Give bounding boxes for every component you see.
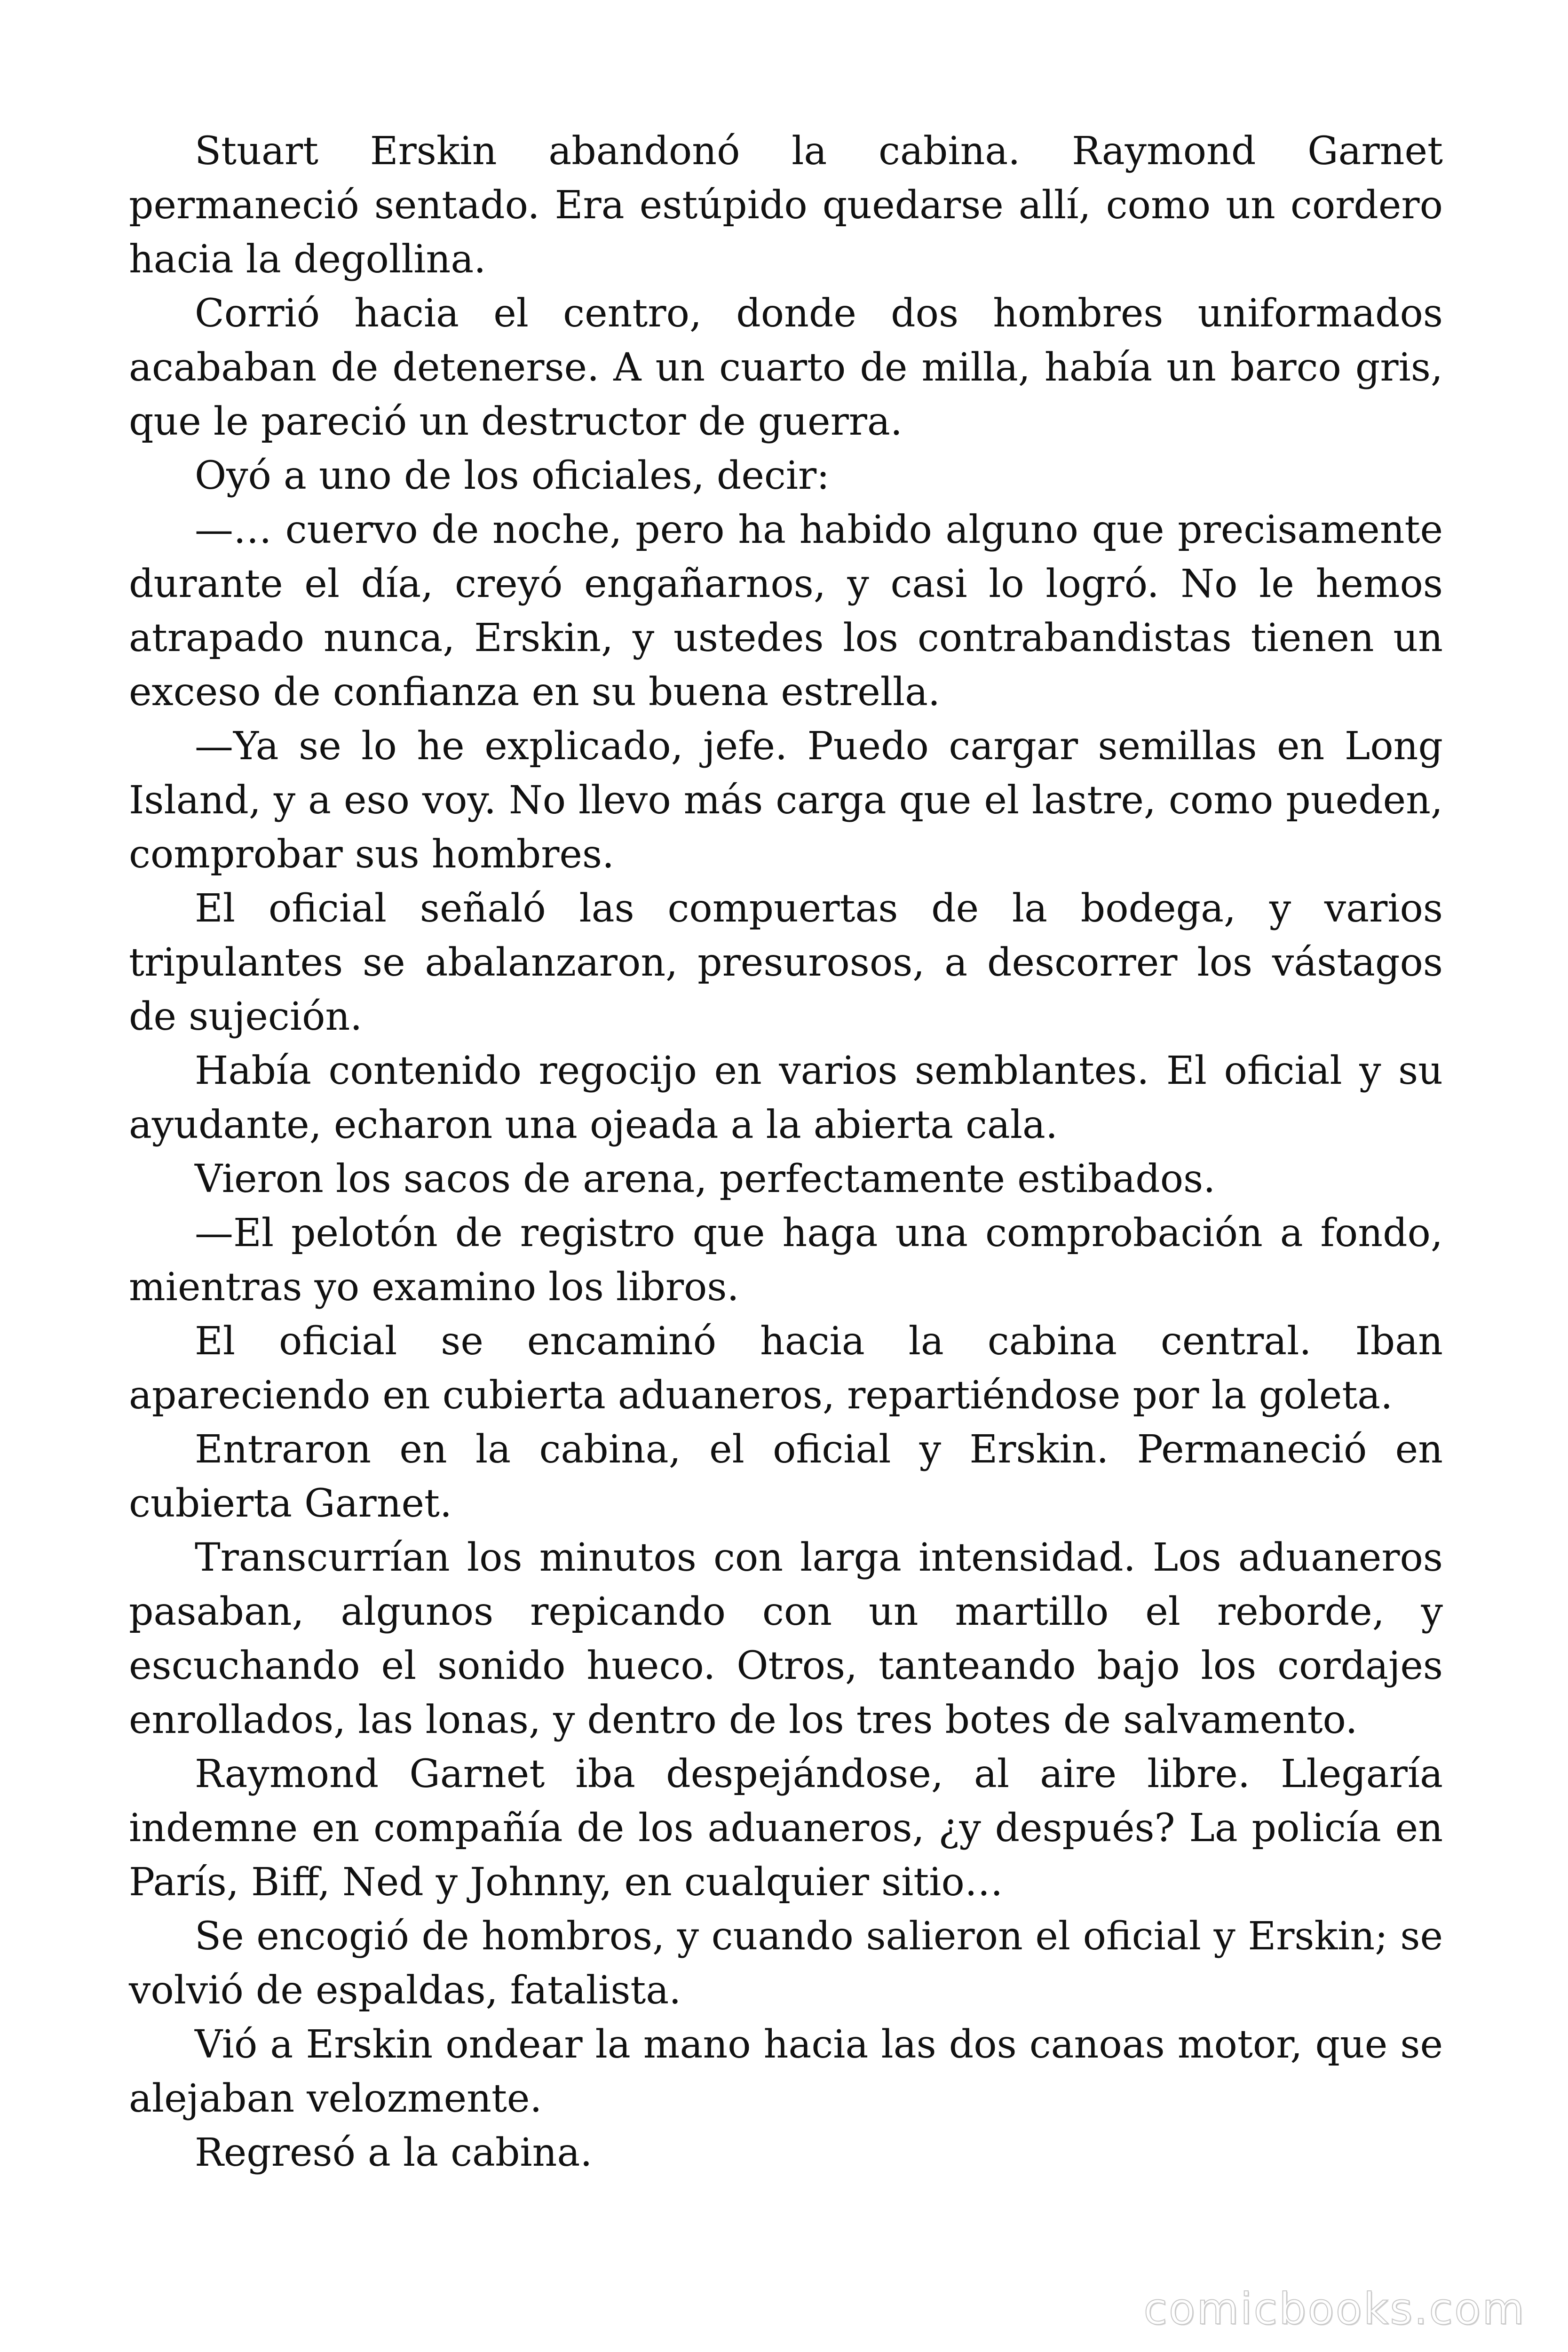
paragraph: —… cuervo de noche, pero ha habido alguno que precisamente durante el día, creyó engañarnos, y casi lo logró. No le hemos atrapado nunca, Erskin, y ustedes los contrabandistas tienen un exceso de confianza en su buena estrella. (129, 508, 1443, 715)
paragraph: Transcurrían los minutos con larga intensidad. Los aduaneros pasaban, algunos repicando con un martillo el reborde, y escuchando el sonido hueco. Otros, tanteando bajo los cordajes enrollados, las lonas, y dentro de los tres botes de salvamento. (129, 1535, 1443, 1742)
page-body (129, 124, 1443, 2180)
paragraph: Había contenido regocijo en varios semblantes. El oficial y su ayudante, echaron una ojeada a la abierta cala. (129, 1049, 1443, 1147)
paragraph: Se encogió de hombros, y cuando salieron el oficial y Erskin; se volvió de espaldas, fatalista. (129, 1914, 1443, 2013)
paragraph: Oyó a uno de los oficiales, decir: (195, 453, 830, 498)
paragraph: El oficial señaló las compuertas de la bodega, y varios tripulantes se abalanzaron, presurosos, a descorrer los vástagos de sujeción. (129, 886, 1443, 1039)
paragraph: Regresó a la cabina. (195, 2130, 593, 2175)
paragraph: —Ya se lo he explicado, jefe. Puedo cargar semillas en Long Island, y a eso voy. No llevo más carga que el lastre, como pueden, comprobar sus hombres. (129, 724, 1443, 877)
paragraph: Stuart Erskin abandonó la cabina. Raymond Garnet permaneció sentado. Era estúpido quedarse allí, como un cordero hacia la degollina. (129, 129, 1443, 282)
paragraph: Entraron en la cabina, el oficial y Erskin. Permaneció en cubierta Garnet. (129, 1427, 1443, 1526)
paragraph: Vieron los sacos de arena, perfectamente estibados. (195, 1157, 1216, 1201)
paragraph: —El pelotón de registro que haga una comprobación a fondo, mientras yo examino los libros. (129, 1211, 1443, 1310)
watermark: comicbooks.com (1143, 2284, 1526, 2334)
paragraph: Raymond Garnet iba despejándose, al aire libre. Llegaría indemne en compañía de los aduaneros, ¿y después? La policía en París, Biff, Ned y Johnny, en cualquier sitio… (129, 1752, 1443, 1905)
paragraph: Corrió hacia el centro, donde dos hombres uniformados acababan de detenerse. A un cuarto de milla, había un barco gris, que le pareció un destructor de guerra. (129, 291, 1443, 444)
paragraph: Vió a Erskin ondear la mano hacia las dos canoas motor, que se alejaban velozmente. (129, 2022, 1443, 2121)
paragraph: El oficial se encaminó hacia la cabina central. Iban apareciendo en cubierta aduaneros, repartiéndose por la goleta. (129, 1319, 1443, 1418)
